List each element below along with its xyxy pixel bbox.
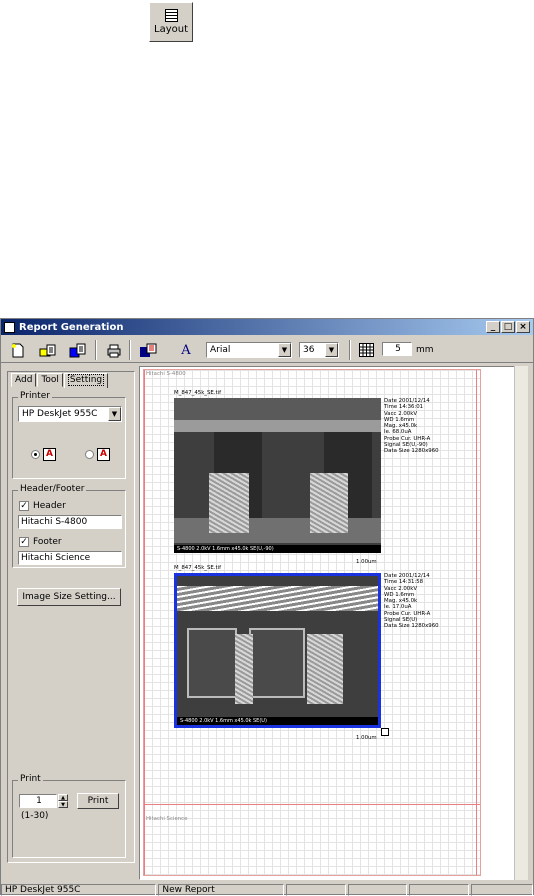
panel-tabs [11, 373, 109, 387]
open-button[interactable] [37, 340, 59, 360]
status-pane [409, 884, 469, 896]
spin-up-icon[interactable]: ▲ [58, 794, 68, 801]
save-icon [69, 343, 87, 358]
grid-icon [359, 343, 374, 357]
grid-unit-label: mm [416, 345, 434, 355]
margin-line-right [476, 370, 477, 875]
print-group-label: Print [20, 774, 41, 784]
grid-button[interactable] [355, 340, 377, 360]
font-size-select[interactable] [299, 342, 339, 358]
toolbar [1, 337, 533, 363]
report-generation-window [0, 318, 534, 895]
font-size-value: 36 [303, 345, 315, 355]
header-footer-group-label: Header/Footer [20, 484, 85, 494]
minimize-button[interactable]: _ [486, 321, 500, 333]
tab-add[interactable]: Add [11, 373, 36, 387]
image-1-info: S-4800 2.0kV 1.6mm x45.0k SE(U,-90) [174, 545, 381, 553]
print-button[interactable] [103, 340, 125, 360]
window-title: Report Generation [19, 321, 124, 333]
open-icon [39, 343, 57, 358]
image-grid-icon [139, 343, 157, 358]
resize-handle[interactable] [381, 728, 389, 736]
chevron-down-icon[interactable]: ▼ [325, 343, 338, 357]
image-1-filename: M_847_45k_SE.tif [174, 390, 222, 396]
printer-group [12, 391, 126, 479]
printer-select[interactable] [18, 406, 122, 422]
toolbar-separator [349, 340, 351, 360]
toolbar-separator [129, 340, 131, 360]
font-name-select[interactable] [206, 342, 292, 358]
copies-input[interactable]: 1 [19, 794, 57, 808]
header-checkbox[interactable]: ✓ [20, 501, 28, 511]
print-group [12, 774, 126, 858]
new-page-button[interactable] [7, 340, 29, 360]
tab-setting[interactable] [64, 373, 108, 388]
app-icon [4, 322, 15, 333]
footer-checkbox[interactable]: ✓ [20, 537, 28, 547]
grid-size-input[interactable]: 5 [382, 342, 412, 356]
landscape-radio[interactable] [85, 450, 94, 459]
portrait-radio[interactable] [31, 450, 40, 459]
tab-setting-label: Setting [69, 375, 103, 385]
toolbar-separator [95, 340, 97, 360]
close-button[interactable]: × [516, 321, 530, 333]
status-pane [286, 884, 346, 896]
landscape-icon: A [97, 448, 110, 461]
margin-line-bottom [144, 804, 480, 805]
printer-group-label: Printer [20, 391, 50, 401]
image-2-scale: 1.00um [356, 735, 377, 741]
margin-line-left [144, 370, 145, 875]
sem-image-1[interactable] [174, 398, 381, 553]
layout-button-label: Layout [154, 24, 188, 35]
header-footer-group [12, 484, 126, 568]
report-page [143, 369, 481, 876]
text-font-icon[interactable]: A [181, 342, 191, 358]
spin-down-icon[interactable]: ▼ [58, 801, 68, 808]
sem-image-2[interactable] [174, 573, 381, 728]
header-input[interactable]: Hitachi S-4800 [18, 515, 122, 529]
print-icon [106, 343, 122, 358]
new-page-icon [11, 343, 25, 358]
vertical-scrollbar[interactable] [514, 366, 528, 880]
image-layout-button[interactable] [137, 340, 159, 360]
image-2-metadata: Date 2001/12/14 Time 14:31:58 Vacc 2.00kV WD 1.6mm Mag. x45.0k Ie. 17.0uA Probe Cur. UHR-A Signal SE(U) Data Size 1280x960 [384, 573, 439, 630]
image-size-setting-button[interactable]: Image Size Setting... [17, 588, 121, 606]
status-pane [471, 884, 533, 896]
font-name-value: Arial [210, 345, 231, 355]
layout-icon [165, 9, 178, 22]
portrait-icon: A [43, 448, 56, 461]
print-button[interactable]: Print [77, 793, 119, 809]
page-footer-text: Hitachi Science [146, 816, 188, 822]
image-1-scale: 1.00um [356, 559, 377, 565]
header-checkbox-label: Header [33, 501, 66, 511]
status-bar [1, 884, 533, 896]
chevron-down-icon[interactable]: ▼ [108, 407, 121, 421]
status-report: New Report [158, 884, 284, 896]
layout-button[interactable] [149, 2, 193, 42]
image-2-info: S-4800 2.0kV 1.6mm x45.0k SE(U) [177, 717, 378, 725]
footer-checkbox-label: Footer [33, 537, 62, 547]
chevron-down-icon[interactable]: ▼ [278, 343, 291, 357]
print-range-label: (1-30) [21, 811, 49, 821]
save-button[interactable] [67, 340, 89, 360]
maximize-button[interactable]: □ [501, 321, 515, 333]
tab-tool[interactable]: Tool [37, 373, 62, 387]
status-printer: HP DeskJet 955C [1, 884, 156, 896]
page-header-text: Hitachi S-4800 [146, 371, 186, 377]
title-bar [1, 319, 533, 335]
printer-select-value: HP DeskJet 955C [22, 409, 98, 419]
footer-input[interactable]: Hitachi Science [18, 551, 122, 565]
status-pane [348, 884, 408, 896]
image-1-metadata: Date 2001/12/14 Time 14:36:01 Vacc 2.00kV WD 1.6mm Mag. x45.0k Ie. 68.0uA Probe Cur. UHR-A Signal SE(U,-90) Data Size 1280x960 [384, 398, 439, 455]
image-2-filename: M_847_45k_SE.tif [174, 565, 222, 571]
